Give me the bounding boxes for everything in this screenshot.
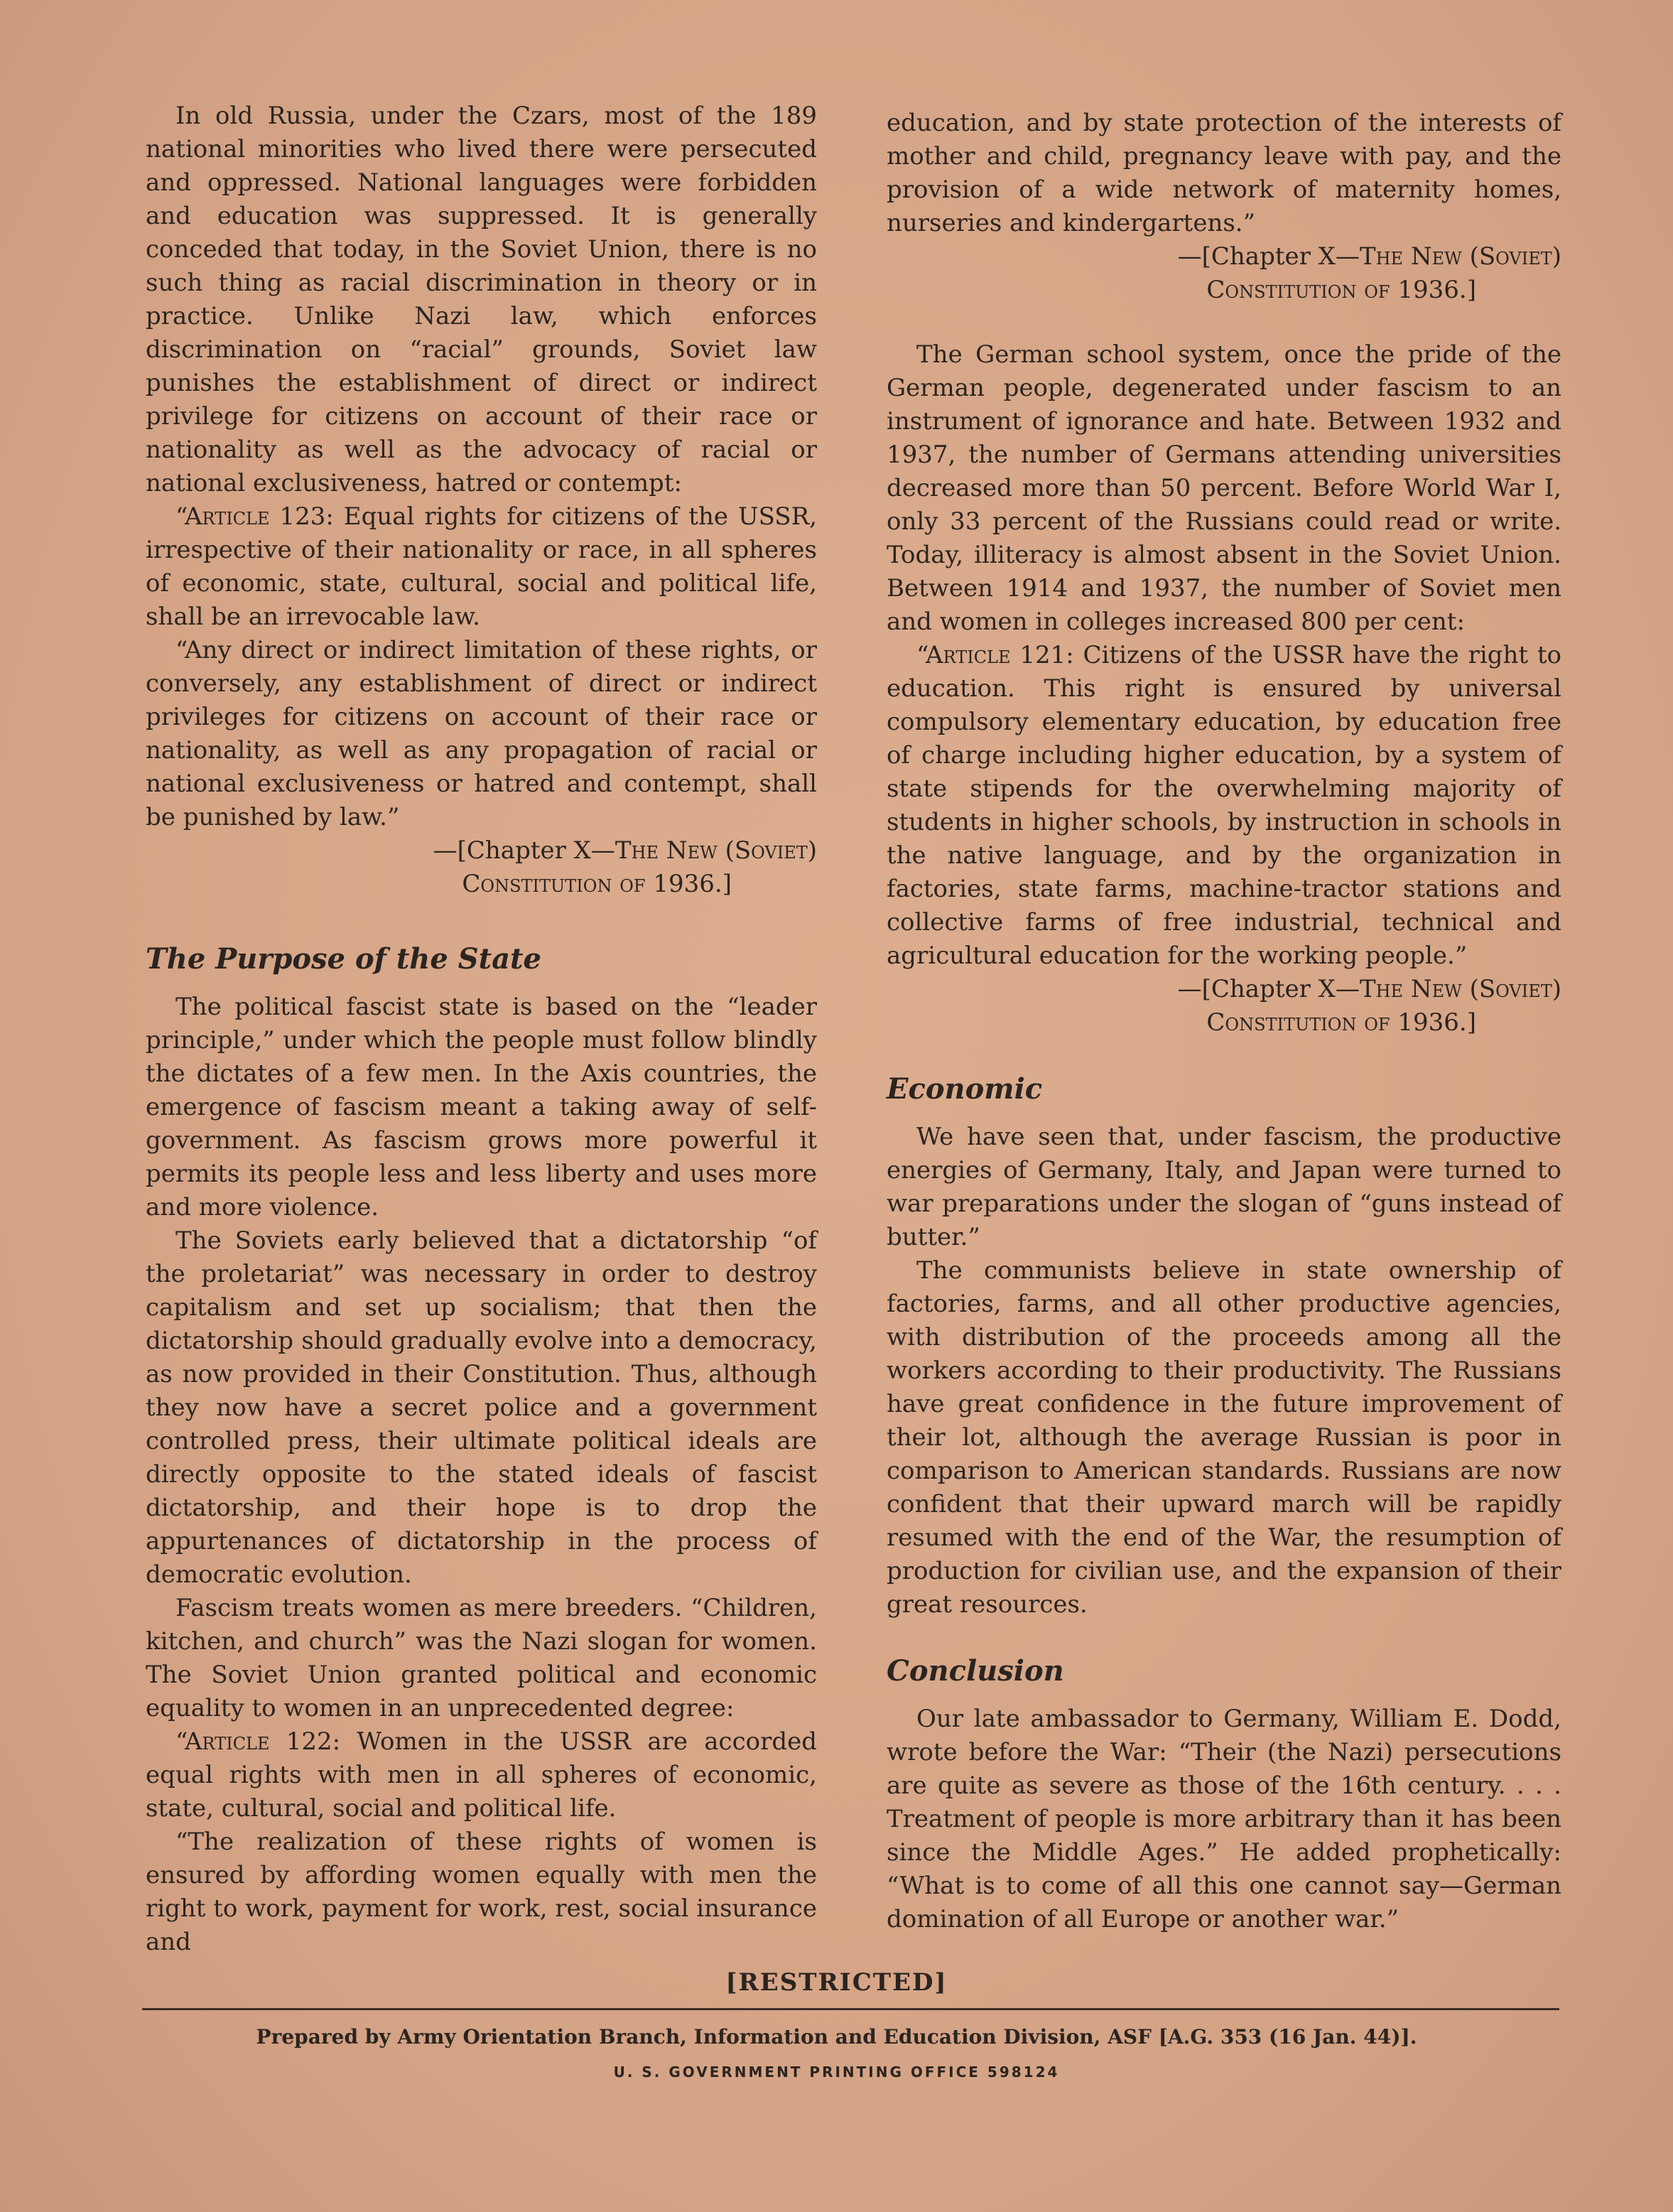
article-text: 121: Citizens of the USSR have the right to education. This right is ensured by universal compulsory elementary education, by education free of charge including higher education, by a system of state stipends for the overwhelming majority of students in higher schools, by instruction in schools in the native language, and by the organization in factories, state farms, machine-tractor stations and collective farms of free industrial, technical and agricultural education for the working people.”: [887, 641, 1561, 970]
citation-title: The New (Soviet): [614, 836, 817, 865]
citation-line-2: [887, 274, 1561, 307]
citation-year: 1936.]: [1390, 1008, 1476, 1037]
citation: [887, 973, 1561, 1040]
footer-divider: [142, 2008, 1559, 2010]
paragraph-purpose-3: Fascism treats women as mere breeders. “Children, kitchen, and church” was the Nazi slogan for women. The Soviet Union granted political and economic equality to women in an unprecedented degree:: [146, 1594, 817, 1722]
section-heading: Conclusion: [887, 1654, 1064, 1688]
section-heading: The Purpose of the State: [146, 942, 541, 976]
citation-constitution: Constitution of: [1206, 276, 1390, 304]
citation: [146, 834, 817, 901]
article-text: : Equal rights for citizens of the USSR, irrespective of their nationality or race, in all spheres of economic, state, cultural, social and political life, shall be an irrevocable law.: [146, 502, 817, 631]
paragraph-school: The German school system, once the pride of the German people, degenerated under fascism to an instrument of ignorance and hate. Between 1932 and 1937, the number of Germans attending universities decreased more than 50 percent. Before World War I, only 33 percent of the Russians could read or write. Today, illiteracy is almost absent in the Soviet Union. Between 1914 and 1937, the number of Soviet men and women in colleges increased 800 per cent:: [887, 340, 1561, 636]
citation-constitution: Constitution of: [1206, 1008, 1390, 1037]
section-heading: Economic: [887, 1072, 1043, 1106]
article-label: “Article: [916, 641, 1011, 669]
citation-title: The New (Soviet): [1359, 975, 1561, 1003]
citation-line-2: [146, 868, 817, 901]
paragraph-economic-1: We have seen that, under fascism, the productive energies of Germany, Italy, and Japan were turned to war preparations under the slogan of “guns instead of butter.”: [887, 1123, 1561, 1251]
paragraph-purpose-2: The Soviets early believed that a dictatorship “of the proletariat” was necessary in order to destroy capitalism and set up socialism; that then the dictatorship should gradually evolve into a democracy, as now provided in their Constitution. Thus, although they now have a secret police and a government controlled press, their ultimate political ideals are directly opposite to the stated ideals of fascist dictatorship, and their hope is to drop the appurtenances of dictatorship in the process of democratic evolution.: [146, 1226, 817, 1589]
article-123-quote-continued: “Any direct or indirect limitation of these rights, or conversely, any establishment of direct or indirect privileges for citizens on account of their race or nationality, as well as any propagation of racial or national exclusiveness or hatred and contempt, shall be punished by law.”: [146, 636, 817, 831]
article-text: 122: Women in the USSR are accorded equal rights with men in all spheres of economic, state, cultural, social and political life.: [146, 1727, 817, 1823]
paragraph-old-russia: In old Russia, under the Czars, most of the 189 national minorities who lived there were persecuted and oppressed. National languages were forbidden and education was suppressed. It is generally conceded that today, in the Soviet Union, there is no such thing as racial discrimination in theory or in practice. Unlike Nazi law, which enforces discrimination on “racial” grounds, Soviet law punishes the establishment of direct or indirect privilege for citizens on account of their race or nationality as well as the advocacy of racial or national exclusiveness, hatred or contempt:: [146, 102, 817, 497]
article-label: “Article 123: [175, 502, 326, 531]
article-121-quote: [887, 639, 1561, 973]
paragraph-continued: education, and by state protection of the interests of mother and child, pregnancy leave with pay, and the provision of a wide network of maternity homes, nurseries and kindergartens.”: [887, 109, 1561, 237]
article-123-quote: [146, 500, 817, 634]
paragraph-economic-2: The communists believe in state ownership of factories, farms, and all other productive agencies, with distribution of the proceeds among all the workers according to their productivity. The Russians have great confidence in the future improvement of their lot, although the average Russian is poor in comparison to American standards. Russians are now confident that their upward march will be rapidly resumed with the end of the War, the resumption of production for civilian use, and the expansion of their great resources.: [887, 1256, 1561, 1619]
citation-year: 1936.]: [1390, 276, 1476, 304]
citation-constitution: Constitution of: [462, 870, 646, 898]
citation-year: 1936.]: [645, 870, 732, 898]
right-column: [887, 107, 1561, 1936]
footer-prepared-by: Prepared by Army Orientation Branch, Information and Education Division, ASF [A.G. 353 (16 Jan. 44)].: [256, 2025, 1417, 2049]
restricted-marking: [RESTRICTED]: [725, 1968, 948, 1997]
paragraph-conclusion: Our late ambassador to Germany, William E. Dodd, wrote before the War: “Their (the Nazi) persecutions are quite as severe as those of the 16th century. . . . Treatment of people is more arbitrary than it has been since the Middle Ages.” He added prophetically: “What is to come of all this one cannot say—German domination of all Europe or another war.”: [887, 1705, 1561, 1933]
left-column: [146, 99, 817, 1959]
citation-title: The New (Soviet): [1359, 242, 1561, 271]
citation-chapter: —[Chapter X—: [1177, 242, 1360, 271]
citation: [887, 240, 1561, 307]
footer-printing-office: U. S. GOVERNMENT PRINTING OFFICE 598124: [613, 2063, 1060, 2081]
citation-chapter: —[Chapter X—: [433, 836, 615, 865]
article-label: “Article: [175, 1727, 270, 1756]
article-122-quote: [146, 1725, 817, 1825]
citation-chapter: —[Chapter X—: [1177, 975, 1360, 1003]
citation-line-2: [887, 1006, 1561, 1040]
paragraph-purpose-1: The political fascist state is based on the “leader principle,” under which the people must follow blindly the dictates of a few men. In the Axis countries, the emergence of fascism meant a taking away of self-government. As fascism grows more powerful it permits its people less and less liberty and uses more and more violence.: [146, 993, 817, 1221]
article-122-quote-continued: “The realization of these rights of women is ensured by affording women equally with men the right to work, payment for work, rest, social insurance and: [146, 1828, 817, 1956]
